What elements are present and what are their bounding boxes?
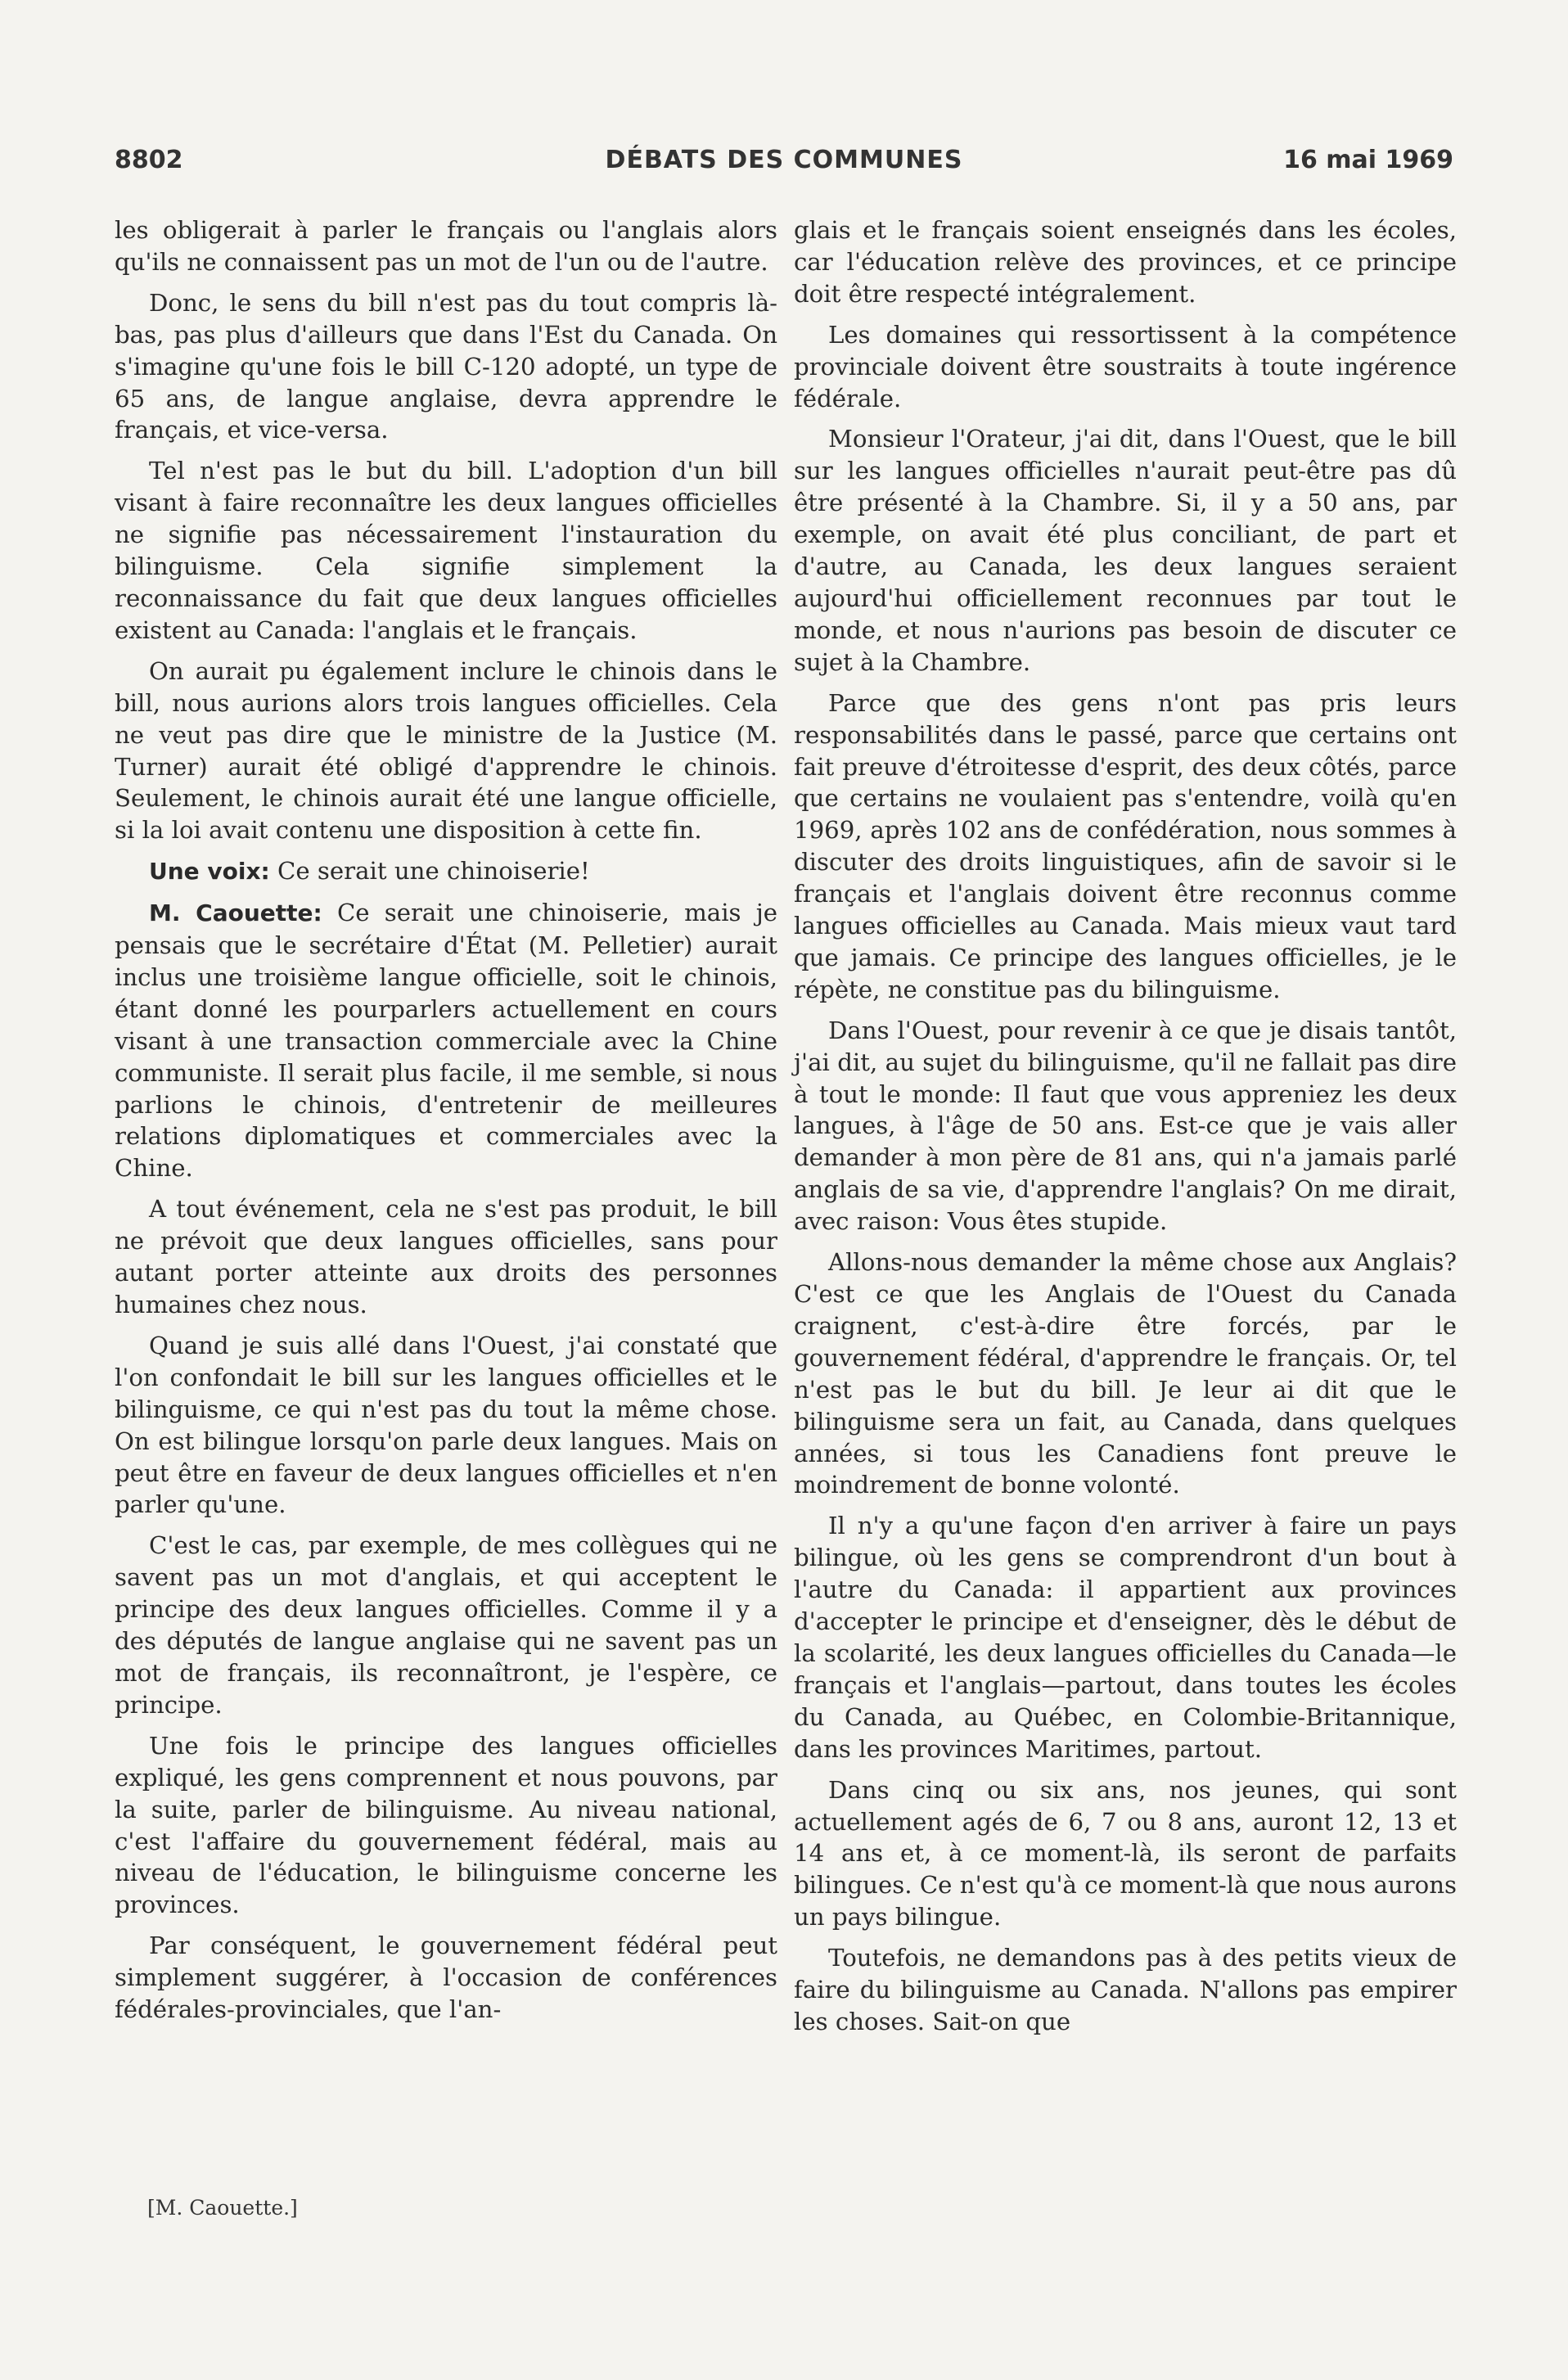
paragraph: Dans cinq ou six ans, nos jeunes, qui sont actuellement agés de 6, 7 ou 8 ans, auront 12, 13 et 14 ans et, à ce moment-là, ils seront de parfaits bilingues. Ce n'est qu'à ce moment-là que nous aurons un pays bilingue. bbox=[794, 1775, 1457, 1931]
paragraph: Parce que des gens n'ont pas pris leurs responsabilités dans le passé, parce que certains ont fait preuve d'étroitesse d'esprit, des deux côtés, parce que certains ne voulaient pas s'entendre, voilà qu'en 1969, après 102 ans de confédération, nous sommes à discuter des droits linguistiques, afin de savoir si le français et l'anglais doivent être reconnus comme langues officielles au Canada. Mais mieux vaut tard que jamais. Ce principe des langues officielles, je le répète, ne constitue pas du bilinguisme. bbox=[794, 688, 1457, 1003]
paragraph: Quand je suis allé dans l'Ouest, j'ai constaté que l'on confondait le bill sur les langues officielles et le bilinguisme, ce qui n'est pas du tout la même chose. On est bilingue lorsqu'on parle deux langues. Mais on peut être en faveur de deux langues officielles et n'en parler qu'une. bbox=[115, 1331, 777, 1519]
publication-title: DÉBATS DES COMMUNES bbox=[605, 146, 963, 174]
paragraph: On aurait pu également inclure le chinois dans le bill, nous aurions alors trois langues officielles. Cela ne veut pas dire que le ministre de la Justice (M. Turner) aurait été obligé d'apprendre le chinois. Seulement, le chinois aurait été une langue officielle, si la loi avait contenu une disposition à cette fin. bbox=[115, 656, 777, 845]
left-column bbox=[115, 214, 777, 2035]
paragraph: A tout événement, cela ne s'est pas produit, le bill ne prévoit que deux langues officielles, sans pour autant porter atteinte aux droits des personnes humaines chez nous. bbox=[115, 1195, 777, 1318]
paragraph: les obligerait à parler le français ou l'anglais alors qu'ils ne connaissent pas un mot de l'un ou de l'autre. bbox=[115, 216, 777, 276]
paragraph: Toutefois, ne demandons pas à des petits vieux de faire du bilinguisme au Canada. N'allons pas empirer les choses. Sait-on que bbox=[794, 1944, 1457, 2035]
page-number: 8802 bbox=[115, 146, 183, 174]
paragraph: Il n'y a qu'une façon d'en arriver à faire un pays bilingue, où les gens se comprendront d'un bout à l'autre du Canada: il appartient aux provinces d'accepter le principe et d'enseigner, dès le début de la scolarité, les deux langues officielles du Canada—le français et l'anglais—partout, dans toutes les écoles du Canada, au Québec, en Colombie-Britannique, dans les provinces Maritimes, partout. bbox=[794, 1512, 1457, 1763]
speaker-paragraph bbox=[115, 897, 777, 1184]
paragraph: Une fois le principe des langues officielles expliqué, les gens comprennent et nous pouvons, par la suite, parler de bilinguisme. Au niveau national, c'est l'affaire du gouvernement fédéral, mais au niveau de l'éducation, le bilinguisme concerne les provinces. bbox=[115, 1731, 777, 1919]
paragraph: Les domaines qui ressortissent à la compétence provinciale doivent être soustraits à toute ingérence fédérale. bbox=[794, 320, 1457, 412]
speaker-paragraph bbox=[115, 855, 777, 888]
page-header bbox=[115, 146, 1453, 187]
paragraph: glais et le français soient enseignés dans les écoles, car l'éducation relève des provinces, et ce principe doit être respecté intégralement. bbox=[794, 216, 1457, 308]
paragraph: Allons-nous demander la même chose aux Anglais? C'est ce que les Anglais de l'Ouest du Canada craignent, c'est-à-dire être forcés, par le gouvernement fédéral, d'apprendre le français. Or, tel n'est pas le but du bill. Je leur ai dit que le bilinguisme sera un fait, au Canada, dans quelques années, si tous les Canadiens font preuve le moindrement de bonne volonté. bbox=[794, 1248, 1457, 1499]
paragraph: Donc, le sens du bill n'est pas du tout compris là-bas, pas plus d'ailleurs que dans l'Est du Canada. On s'imagine qu'une fois le bill C-120 adopté, un type de 65 ans, de langue anglaise, devra apprendre le français, et vice-versa. bbox=[115, 288, 777, 444]
paragraph: C'est le cas, par exemple, de mes collègues qui ne savent pas un mot d'anglais, et qui acceptent le principe des deux langues officielles. Comme il y a des députés de langue anglaise qui ne savent pas un mot de français, ils reconnaîtront, je l'espère, ce principe. bbox=[115, 1531, 777, 1719]
speaker-attribution: [M. Caouette.] bbox=[147, 2196, 298, 2220]
paragraph: Par conséquent, le gouvernement fédéral peut simplement suggérer, à l'occasion de conférences fédérales-provinciales, que l'an- bbox=[115, 1931, 777, 2024]
paragraph: Tel n'est pas le but du bill. L'adoption d'un bill visant à faire reconnaître les deux langues officielles ne signifie pas nécessairement l'instauration du bilinguisme. Cela signifie simplement la reconnaissance du fait que deux langues officielles existent au Canada: l'anglais et le français. bbox=[115, 457, 777, 644]
right-column bbox=[794, 214, 1457, 2047]
speech-text: Ce serait une chinoiserie! bbox=[277, 857, 590, 886]
speaker-name: Une voix: bbox=[149, 858, 270, 886]
paragraph: Monsieur l'Orateur, j'ai dit, dans l'Ouest, que le bill sur les langues officielles n'aurait peut-être pas dû être présenté à la Chambre. Si, il y a 50 ans, par exemple, on avait été plus conciliant, de part et d'autre, au Canada, les deux langues seraient aujourd'hui officiellement reconnues par tout le monde, et nous n'aurions pas besoin de discuter ce sujet à la Chambre. bbox=[794, 425, 1457, 676]
speaker-name: M. Caouette: bbox=[149, 899, 322, 927]
paragraph: Dans l'Ouest, pour revenir à ce que je disais tantôt, j'ai dit, au sujet du bilinguisme, qu'il ne fallait pas dire à tout le monde: Il faut que vous appreniez les deux langues, à l'âge de 50 ans. Est-ce que je vais aller demander à mon père de 81 ans, qui n'a jamais parlé anglais de sa vie, d'apprendre l'anglais? On me dirait, avec raison: Vous êtes stupide. bbox=[794, 1016, 1457, 1236]
speech-text: Ce serait une chinoiserie, mais je pensais que le secrétaire d'État (M. Pelletier) aurait inclus une troisième langue officielle, soit le chinois, étant donné les pourparlers actuellement en cours visant à une transaction commerciale avec la Chine communiste. Il serait plus facile, il me semble, si nous parlions le chinois, d'entretenir de meilleures relations diplomatiques et commerciales avec la Chine. bbox=[115, 899, 778, 1183]
publication-date: 16 mai 1969 bbox=[1283, 146, 1453, 174]
